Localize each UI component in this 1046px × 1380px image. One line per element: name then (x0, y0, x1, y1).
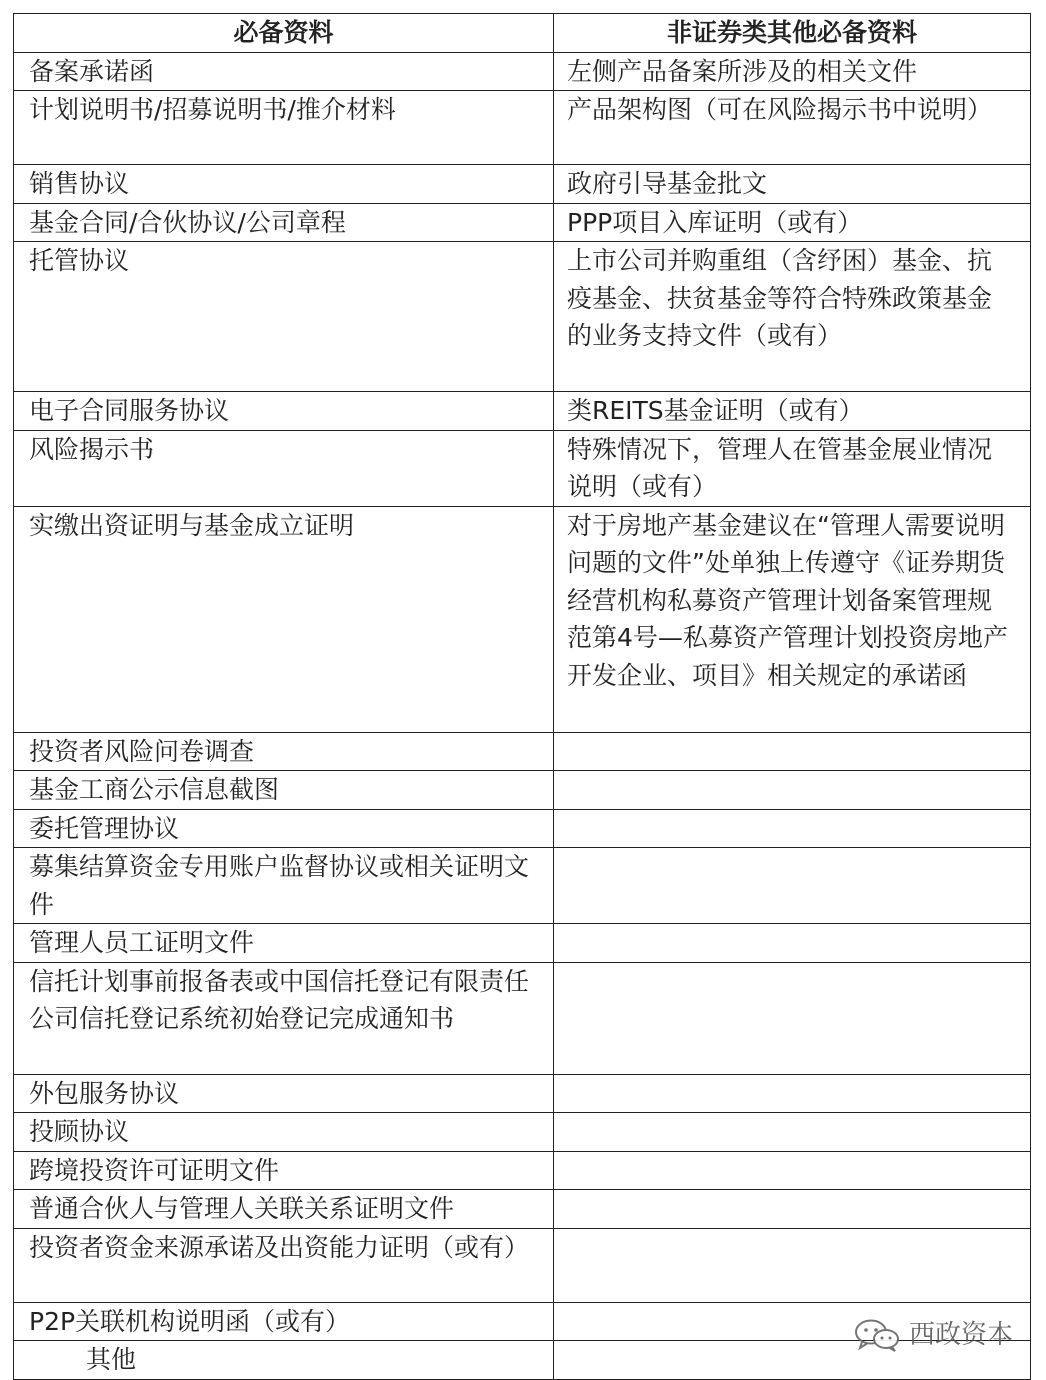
table-cell: 上市公司并购重组（含纾困）基金、抗疫基金、扶贫基金等符合特殊政策基金的业务支持文件（或有） (554, 242, 1031, 392)
table-row (14, 165, 1031, 204)
table-cell: 备案承诺函 (14, 52, 554, 91)
table-row (14, 809, 1031, 848)
table-cell (554, 924, 1031, 963)
table-cell: 计划说明书/招募说明书/推介材料 (14, 91, 554, 165)
table-cell: 政府引导基金批文 (554, 165, 1031, 204)
table-cell: 销售协议 (14, 165, 554, 204)
table-cell: 跨境投资许可证明文件 (14, 1151, 554, 1190)
table-cell: 外包服务协议 (14, 1074, 554, 1113)
table-cell (554, 1151, 1031, 1190)
table-row (14, 848, 1031, 924)
table-cell (554, 1113, 1031, 1152)
table-cell: P2P关联机构说明函（或有） (14, 1302, 554, 1341)
table-cell: 产品架构图（可在风险揭示书中说明） (554, 91, 1031, 165)
table-row (14, 732, 1031, 771)
table-cell (554, 848, 1031, 924)
table-cell: 投资者风险问卷调查 (14, 732, 554, 771)
table-row (14, 924, 1031, 963)
column-header-required-materials: 必备资料 (14, 14, 554, 53)
table-row (14, 506, 1031, 732)
watermark-text: 西政资本 (909, 1320, 1014, 1350)
table-cell (554, 962, 1031, 1074)
table-cell: PPP项目入库证明（或有） (554, 203, 1031, 242)
table-cell: 普通合伙人与管理人关联关系证明文件 (14, 1190, 554, 1229)
table-row (14, 430, 1031, 506)
table-cell: 委托管理协议 (14, 809, 554, 848)
table-row (14, 1113, 1031, 1152)
table-row (14, 962, 1031, 1074)
table-cell: 其他 (14, 1341, 554, 1380)
table-cell: 基金工商公示信息截图 (14, 771, 554, 810)
table-row (14, 771, 1031, 810)
table-row (14, 242, 1031, 392)
column-header-non-securities-materials: 非证券类其他必备资料 (554, 14, 1031, 53)
table-header-row (14, 14, 1031, 53)
table-cell (554, 1228, 1031, 1302)
table-row (14, 1074, 1031, 1113)
table-row (14, 91, 1031, 165)
table-cell (554, 732, 1031, 771)
table-cell: 类REITS基金证明（或有） (554, 392, 1031, 431)
table-cell: 募集结算资金专用账户监督协议或相关证明文件 (14, 848, 554, 924)
watermark (853, 1317, 1013, 1353)
table-row (14, 1190, 1031, 1229)
table-cell: 实缴出资证明与基金成立证明 (14, 506, 554, 732)
table-cell: 左侧产品备案所涉及的相关文件 (554, 52, 1031, 91)
table-row (14, 203, 1031, 242)
table-cell: 特殊情况下，管理人在管基金展业情况说明（或有） (554, 430, 1031, 506)
table-cell (554, 771, 1031, 810)
table-cell: 管理人员工证明文件 (14, 924, 554, 963)
table-cell: 风险揭示书 (14, 430, 554, 506)
table-cell: 基金合同/合伙协议/公司章程 (14, 203, 554, 242)
table-cell: 托管协议 (14, 242, 554, 392)
table-row (14, 392, 1031, 431)
table-cell: 投顾协议 (14, 1113, 554, 1152)
wechat-logo-icon (853, 1318, 901, 1352)
materials-table (13, 13, 1031, 1380)
table-cell: 信托计划事前报备表或中国信托登记有限责任公司信托登记系统初始登记完成通知书 (14, 962, 554, 1074)
table-cell (554, 809, 1031, 848)
table-cell: 投资者资金来源承诺及出资能力证明（或有） (14, 1228, 554, 1302)
table-row (14, 52, 1031, 91)
table-cell (554, 1074, 1031, 1113)
table-row (14, 1151, 1031, 1190)
table-cell: 对于房地产基金建议在“管理人需要说明问题的文件”处单独上传遵守《证券期货经营机构私募资产管理计划备案管理规范第4号—私募资产管理计划投资房地产开发企业、项目》相关规定的承诺函 (554, 506, 1031, 732)
table-cell (554, 1190, 1031, 1229)
table-row (14, 1228, 1031, 1302)
table-cell: 电子合同服务协议 (14, 392, 554, 431)
